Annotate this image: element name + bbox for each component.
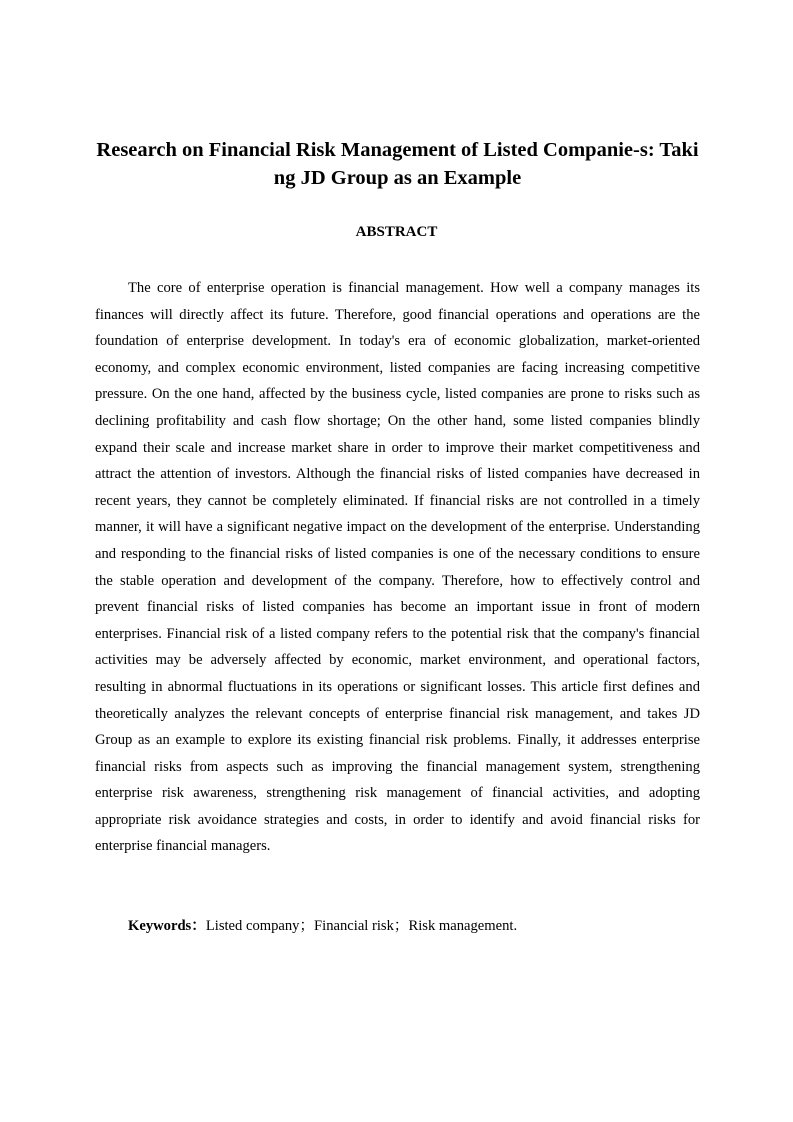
keywords-line [128,915,517,937]
paper-title: Research on Financial Risk Management of Listed Companie-s: Taking JD Group as an Example [96,139,699,189]
keywords-text: Listed company；Financial risk；Risk management. [205,918,518,934]
abstract-body: The core of enterprise operation is financial management. How well a company manages its finances will directly affect its future. Therefore, good financial operations and operations are the foundation of enterprise development. In today's era of economic globalization, market-oriented economy, and complex economic environment, listed companies are facing increasing competitive pressure. On the one hand, affected by the business cycle, listed companies are prone to risks such as declining profitability and cash flow shortage; On the other hand, some listed companies blindly expand their scale and increase market share in order to improve their market competitiveness and attract the attention of investors. Although the financial risks of listed companies have decreased in recent years, they cannot be completely eliminated. If financial risks are not controlled in a timely manner, it will have a significant negative impact on the development of the enterprise. Understanding and responding to the financial risks of listed companies is one of the necessary conditions to ensure the stable operation and development of the company. Therefore, how to effectively control and prevent financial risks of listed companies has become an important issue in front of modern enterprises. Financial risk of a listed company refers to the potential risk that the company's financial activities may be adversely affected by economic, market environment, and operational factors, resulting in abnormal fluctuations in its operations or significant losses. This article first defines and theoretically analyzes the relevant concepts of enterprise financial risk management, and takes JD Group as an example to explore its existing financial risk problems. Finally, it addresses enterprise financial risks from aspects such as improving the financial management system, strengthening enterprise risk awareness, strengthening risk management of financial activities, and adopting appropriate risk avoidance strategies and costs, in order to identify and avoid financial risks for enterprise financial managers. [95,280,700,855]
abstract-heading: ABSTRACT [355,224,438,240]
keywords-label: Keywords： [128,918,206,934]
